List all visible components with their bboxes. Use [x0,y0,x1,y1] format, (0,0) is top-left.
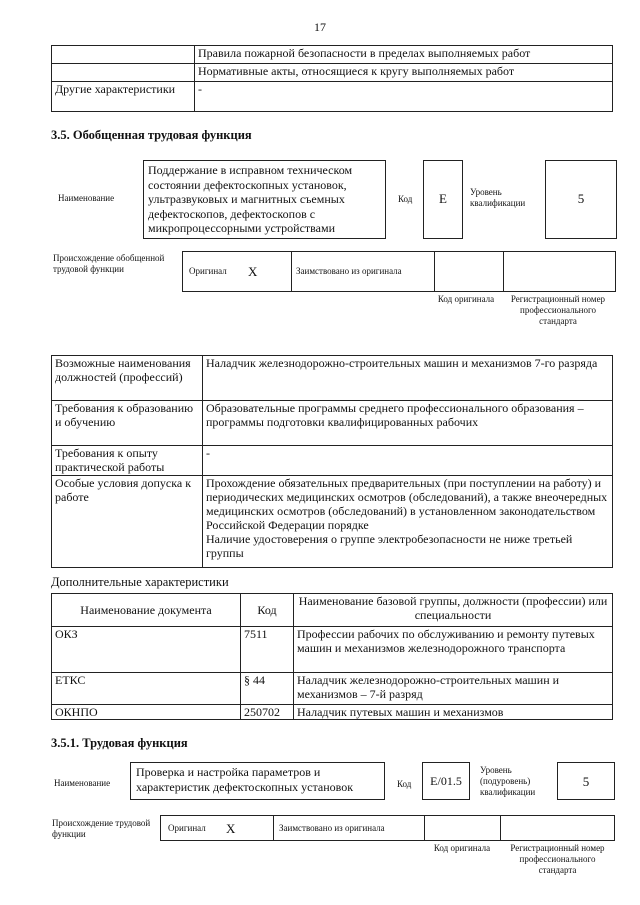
add-row-1-code: 7511 [241,627,294,673]
level-label: Уровень квалификации [470,187,526,208]
page-number: 17 [314,20,326,34]
borrowed-label: Заимствовано из оригинала [296,266,402,276]
info-label-1: Возможные наименования должностей (профессий) [52,356,203,401]
add-row-2-doc: ЕТКС [52,673,241,705]
tf-level-label: Уровень (подуровень) квалификации [480,765,536,797]
add-row-1-doc: ОКЗ [52,627,241,673]
top-table-label-2 [52,64,195,82]
section-3-5-1-title: 3.5.1. Трудовая функция [51,736,188,750]
original-mark: X [248,264,258,279]
info-value-3: - [203,446,613,476]
code-original-caption: Код оригинала [437,294,495,304]
info-label-3: Требования к опыту практической работы [52,446,203,476]
info-value-4-b: Наличие удостоверения о группе электробезопасности не ниже третьей группы [206,532,573,560]
reg-number-caption: Регистрационный номер профессионального стандарта [510,294,606,326]
tf-code-label: Код [397,779,412,789]
code-label: Код [398,194,413,204]
info-table [51,355,613,568]
info-value-2: Образовательные программы среднего профессионального образования – программы подготовки квалифицированных рабочих [203,401,613,446]
additional-title: Дополнительные характеристики [51,575,229,589]
add-row-2-name: Наладчик железнодорожно-строительных машин и механизмов – 7-й разряд [294,673,613,705]
info-label-2: Требования к образованию и обучению [52,401,203,446]
add-row-1-name: Профессии рабочих по обслуживанию и ремонту путевых машин и механизмов железнодорожного транспорта [294,627,613,673]
top-table-value-2: Нормативные акты, относящиеся к кругу выполняемых работ [195,64,613,82]
tf-origin-label: Происхождение трудовой функции [52,818,151,839]
info-value-4-a: Прохождение обязательных предварительных (при поступлении на работу) и периодических медицинских осмотров (обследований), а также внеочередных медицинских осмотров (обследований) в установленном законодательством Российской Федерации порядке [206,476,608,532]
additional-table [51,593,613,720]
origin-row [182,251,616,292]
tf-level-box: 5 [557,762,615,800]
add-header-doc: Наименование документа [52,594,241,627]
add-header-code: Код [241,594,294,627]
top-table-value-3: - [195,82,613,112]
tf-reg-number-caption: Регистрационный номер профессионального стандарта [510,843,605,875]
info-label-4: Особые условия допуска к работе [52,476,203,568]
add-row-3-name: Наладчик путевых машин и механизмов [294,705,613,720]
tf-origin-row [160,815,615,841]
name-label: Наименование [58,193,115,203]
add-header-name: Наименование базовой группы, должности (профессии) или специальности [294,594,613,627]
gtf-level-box: 5 [545,160,617,239]
top-table-label-1 [52,46,195,64]
tf-code-box: E/01.5 [422,762,470,800]
gtf-code-box: E [423,160,463,239]
tf-code-original-caption: Код оригинала [433,843,491,853]
gtf-name-box: Поддержание в исправном техническом состоянии дефектоскопных установок, ультразвуковых и магнитных съемных дефектоскопов, дефектоскопов с микропроцессорными устройствами [143,160,386,239]
tf-borrowed-label: Заимствовано из оригинала [279,823,385,833]
top-table-value-1: Правила пожарной безопасности в пределах выполняемых работ [195,46,613,64]
section-3-5-title: 3.5. Обобщенная трудовая функция [51,128,252,142]
tf-original-mark: X [226,821,236,836]
tf-name-box: Проверка и настройка параметров и характеристик дефектоскопных установок [130,762,385,800]
info-value-4 [203,476,613,568]
add-row-3-code: 250702 [241,705,294,720]
top-table [51,45,613,112]
origin-label: Происхождение обобщенной трудовой функции [53,253,165,274]
tf-name-label: Наименование [54,778,111,788]
add-row-2-code: § 44 [241,673,294,705]
add-row-3-doc: ОКНПО [52,705,241,720]
info-value-1: Наладчик железнодорожно-строительных машин и механизмов 7-го разряда [203,356,613,401]
tf-original-label: Оригинал [168,823,206,833]
top-table-label-3: Другие характеристики [52,82,195,112]
original-label: Оригинал [189,266,227,276]
